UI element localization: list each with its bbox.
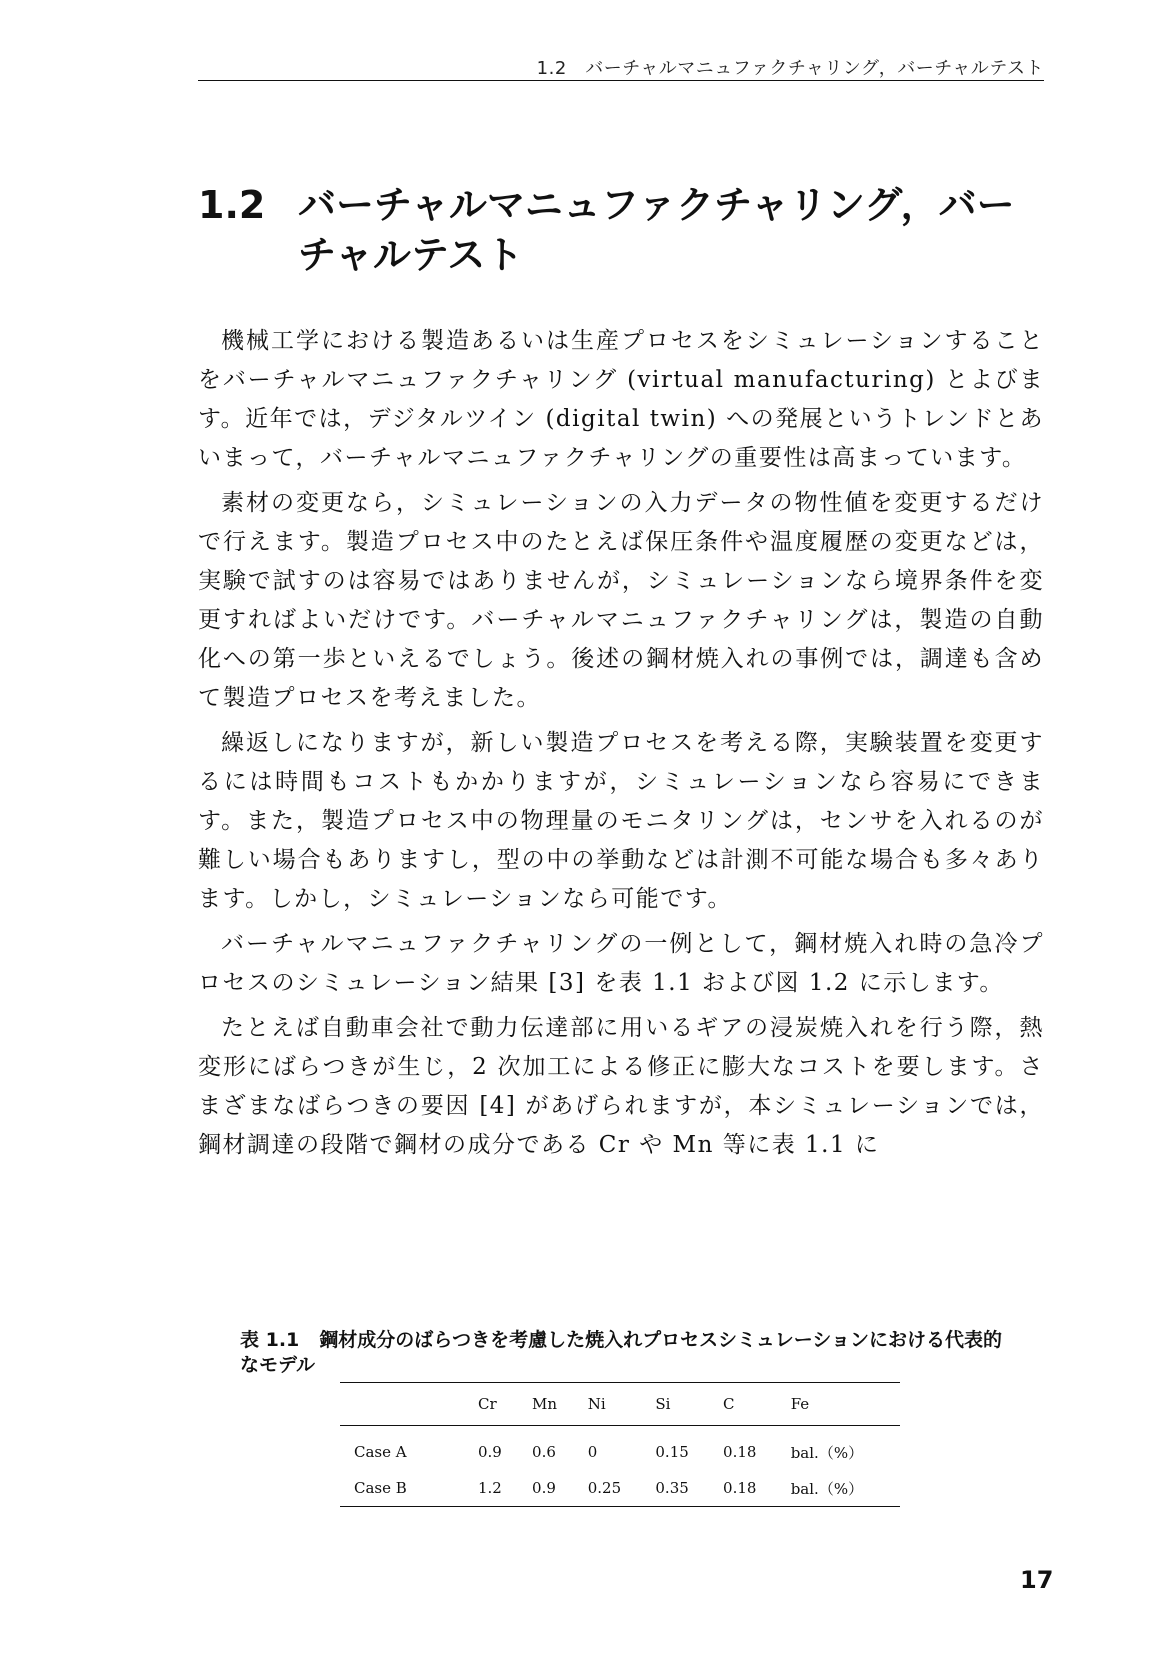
table-cell: 0.18 <box>723 1479 757 1497</box>
table-caption-text: 鋼材成分のばらつきを考慮した焼入れプロセスシミュレーションにおける代表的なモデル <box>240 1329 1002 1376</box>
table-header-cell: Si <box>655 1395 671 1413</box>
body-text <box>198 322 1044 1171</box>
table-cell: bal.（%） <box>790 1443 864 1462</box>
section-number: 1.2 <box>198 183 266 227</box>
paragraph: バーチャルマニュファクチャリングの一例として，鋼材焼入れ時の急冷プロセスのシミュレーション結果 [3] を表 1.1 および図 1.2 に示します。 <box>198 931 1044 996</box>
table-caption <box>240 1328 1010 1378</box>
table-header-cell: Cr <box>478 1395 497 1413</box>
paragraph: 繰返しになりますが，新しい製造プロセスを考える際，実験装置を変更するには時間もコストもかかりますが，シミュレーションなら容易にできます。また，製造プロセス中の物理量のモニタリングは，センサを入れるのが難しい場合もありますし，型の中の挙動などは計測不可能な場合も多々あります。しかし，シミュレーションなら可能です。 <box>198 730 1044 912</box>
table-header-cell <box>340 1383 464 1426</box>
table-cell: Case A <box>354 1443 407 1461</box>
paragraph: たとえば自動車会社で動力伝達部に用いるギアの浸炭焼入れを行う際，熱変形にばらつきが生じ，2 次加工による修正に膨大なコストを要します。さまざまなばらつきの要因 [4] があげられますが，本シミュレーションでは，鋼材調達の段階で鋼材の成分である Cr や Mn 等に表 1.1 に <box>198 1015 1044 1158</box>
table-cell: 0.15 <box>655 1443 689 1461</box>
table-header-cell: C <box>723 1395 735 1413</box>
table-caption-label: 表 1.1 <box>240 1329 300 1351</box>
table-header-row <box>340 1383 900 1426</box>
table-header-cell: Ni <box>587 1395 606 1413</box>
paragraph: 機械工学における製造あるいは生産プロセスをシミュレーションすることをバーチャルマニュファクチャリング (virtual manufacturing) とよびます。近年では，デジタルツイン (digital twin) への発展というトレンドとあいまって，バーチャルマニュファクチャリングの重要性は高まっています。 <box>198 328 1045 471</box>
table-cell: Case B <box>354 1479 407 1497</box>
table-cell: bal.（%） <box>790 1479 864 1498</box>
composition-table <box>340 1382 900 1507</box>
header-rule <box>198 80 1044 81</box>
table-cell: 0.6 <box>532 1443 556 1461</box>
section-heading <box>198 180 1044 280</box>
table-cell: 0.9 <box>478 1443 502 1461</box>
table-row <box>340 1426 900 1471</box>
table-cell: 0.18 <box>723 1443 757 1461</box>
table-cell: 0.35 <box>655 1479 689 1497</box>
table-cell: 0 <box>587 1443 598 1461</box>
page-number: 17 <box>1020 1566 1054 1594</box>
section-title: バーチャルマニュファクチャリング，バーチャルテスト <box>298 183 1015 277</box>
table-row <box>340 1470 900 1507</box>
table-cell: 0.9 <box>532 1479 556 1497</box>
table-cell: 0.25 <box>587 1479 622 1497</box>
table-header-cell: Fe <box>790 1395 810 1413</box>
table-cell: 1.2 <box>478 1479 502 1497</box>
running-header: 1.2 バーチャルマニュファクチャリング，バーチャルテスト <box>536 58 1044 79</box>
paragraph: 素材の変更なら，シミュレーションの入力データの物性値を変更するだけで行えます。製造プロセス中のたとえば保圧条件や温度履歴の変更などは，実験で試すのは容易ではありませんが，シミュレーションなら境界条件を変更すればよいだけです。バーチャルマニュファクチャリングは，製造の自動化への第一歩といえるでしょう。後述の鋼材焼入れの事例では，調達も含めて製造プロセスを考えました。 <box>198 490 1044 711</box>
table-header-cell: Mn <box>532 1395 558 1413</box>
